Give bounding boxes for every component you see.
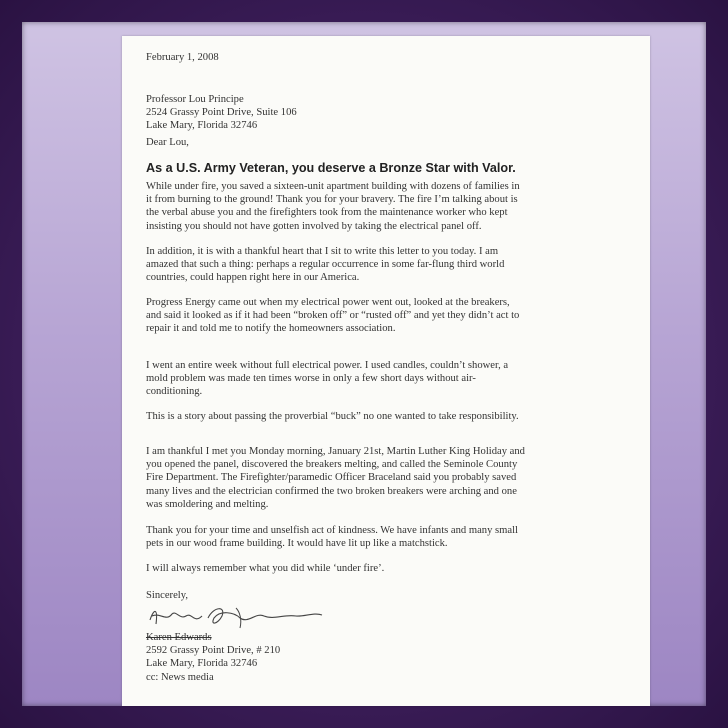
handwritten-signature	[144, 598, 334, 634]
headline: As a U.S. Army Veteran, you deserve a Bronze Star with Valor.	[146, 161, 516, 175]
closing: Sincerely,	[146, 590, 188, 601]
sender-city: Lake Mary, Florida 32746	[146, 658, 258, 670]
recipient-name: Professor Lou Principe	[146, 94, 244, 105]
paragraph-7: Thank you for your time and unselfish act of kindness. We have infants and many small pets in our wood frame building. It would have lit up like a matchstick.	[146, 525, 519, 550]
paragraph-1: While under fire, you saved a sixteen-unit apartment building with dozens of families in it from burning to the ground! Thank you for your bravery. The fire I’m talking about is the verbal abuse you and the firefighters took from the maintenance worker who kept insisting you should not have gotten involved by taking the electrical panel off.	[146, 181, 520, 232]
carbon-copy: cc: News media	[146, 671, 214, 683]
paragraph-3: Progress Energy came out when my electrical power went out, looked at the breakers, and said it looked as if it had been “broken off” or “rusted off” and yet they didn’t act to repair it and told me to notify the homeowners association.	[146, 297, 520, 335]
recipient-city: Lake Mary, Florida 32746	[146, 120, 258, 132]
paragraph-5: This is a story about passing the proverbial “buck” no one wanted to take responsibility.	[146, 411, 519, 422]
greeting: Dear Lou,	[146, 137, 189, 148]
letter-date: February 1, 2008	[146, 52, 219, 63]
paragraph-4: I went an entire week without full electrical power. I used candles, couldn’t shower, a mold problem was made ten times worse in only a few short days without air- conditioning.	[146, 360, 509, 398]
paragraph-8: I will always remember what you did while ‘under fire’.	[146, 563, 385, 574]
paragraph-2: In addition, it is with a thankful heart that I sit to write this letter to you today. I am amazed that such a thing: perhaps a regular occurrence in some far-flung third world countries, could happen right here in our America.	[146, 246, 505, 284]
sender-name: Karen Edwards	[146, 632, 212, 643]
recipient-street: 2524 Grassy Point Drive, Suite 106	[146, 107, 297, 119]
paragraph-6: I am thankful I met you Monday morning, January 21st, Martin Luther King Holiday and you opened the panel, discovered the breakers melting, and called the Seminole County Fire Department. The Firefighter/paramedic Officer Braceland said you probably saved many lives and the electrician confirmed the two broken breakers were arching and one was smoldering and melting.	[146, 446, 525, 510]
sender-block	[146, 631, 626, 684]
sender-street: 2592 Grassy Point Drive, # 210	[146, 645, 281, 657]
recipient-address	[146, 93, 626, 133]
